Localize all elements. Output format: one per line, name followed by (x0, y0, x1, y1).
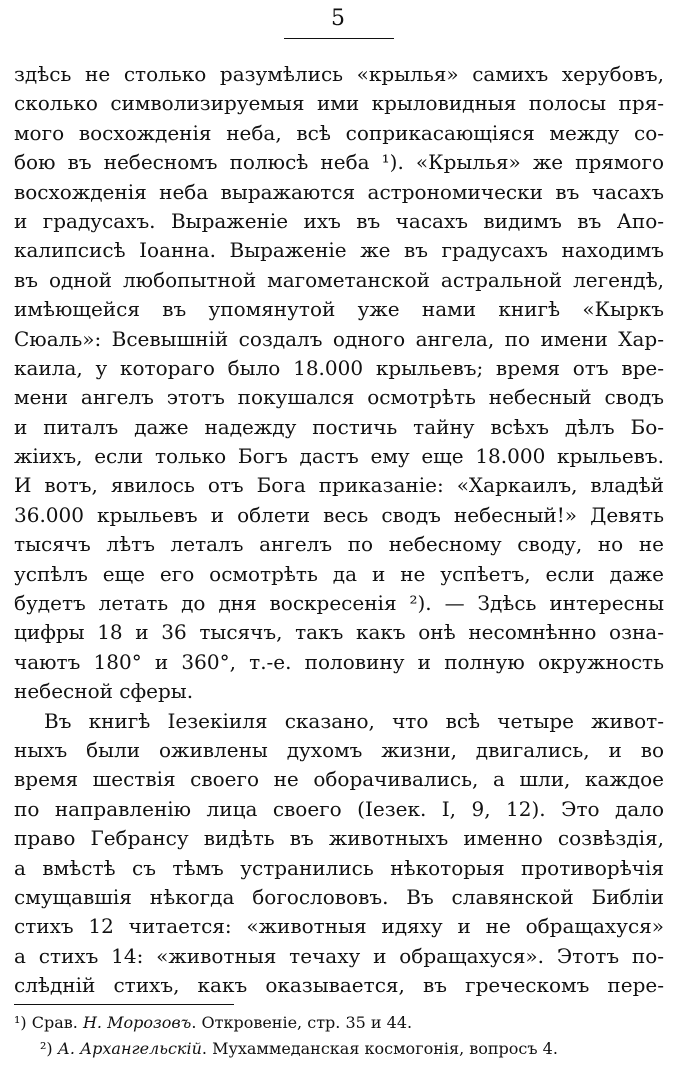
text-line: право Гебрансу видѣть въ животныхъ именно созвѣздія, (14, 826, 664, 851)
footnote-rule (14, 1004, 234, 1005)
text-line: мени ангелъ этотъ покушался осмотрѣть небесный сводъ (14, 385, 664, 410)
text-line: имѣющейся въ упомянутой уже нами книгѣ «Кыркъ (14, 297, 664, 322)
page-header (0, 4, 676, 34)
text-line: цифры 18 и 36 тысячъ, такъ какъ онѣ несомнѣнно озна- (14, 620, 664, 645)
footnote-2-text: . Мухаммеданская космогонія, вопросъ 4. (201, 1039, 558, 1058)
text-line: и градусахъ. Выраженіе ихъ въ часахъ видимъ въ Апо- (14, 208, 664, 233)
text-line: восхожденія неба выражаются астрономически въ часахъ (14, 179, 664, 204)
footnote-1-mark: ¹) (14, 1013, 27, 1032)
text-line: сколько символизируемыя ими крыловидныя полосы пря- (14, 91, 664, 116)
footnote-2 (14, 1036, 664, 1062)
text-line: Въ книгѣ Іезекіиля сказано, что всѣ четыре живот- (44, 708, 664, 733)
text-line: жіихъ, если только Богъ дастъ ему еще 18.000 крыльевъ. (14, 444, 664, 469)
text-line: ныхъ были оживлены духомъ жизни, двигались, и во (14, 737, 664, 762)
text-line: слѣдній стихъ, какъ оказывается, въ греческомъ пере- (14, 973, 664, 998)
text-line: тысячъ лѣтъ леталъ ангелъ по небесному своду, но не (14, 532, 664, 557)
text-line: время шествія своего не оборачивались, а шли, каждое (14, 767, 664, 792)
footnote-1-author: Н. Морозовъ (82, 1013, 192, 1032)
text-line: и питалъ даже надежду постичь тайну всѣхъ дѣлъ Бо- (14, 414, 664, 439)
footnote-2-author: А. Архангельскій (57, 1039, 202, 1058)
text-line: въ одной любопытной магометанской астральной легендѣ, (14, 267, 664, 292)
footnote-1 (14, 1010, 664, 1036)
text-line: 36.000 крыльевъ и облети весь сводъ небесный!» Девять (14, 502, 664, 527)
footnote-1-pre: Срав. (26, 1013, 83, 1032)
footnote-2-mark: ²) (40, 1039, 53, 1058)
text-line: чаютъ 180° и 360°, т.-е. половину и полную окружность (14, 649, 664, 674)
text-line: смущавшія нѣкогда богослововъ. Въ славянской Библіи (14, 884, 664, 909)
text-line: небесной сферы. (14, 679, 194, 704)
footnote-1-text: . Откровеніе, стр. 35 и 44. (191, 1013, 413, 1032)
text-line: а вмѣстѣ съ тѣмъ устранились нѣкоторыя противорѣчія (14, 855, 664, 880)
text-line: каила, у котораго было 18.000 крыльевъ; время отъ вре- (14, 355, 664, 380)
page-number: 5 (331, 6, 345, 31)
text-line: будетъ летать до дня воскресенія ²). — Здѣсь интересны (14, 591, 664, 616)
text-line: мого восхожденія неба, всѣ соприкасающіяся между со- (14, 120, 664, 145)
footnotes (14, 1004, 664, 1062)
text-line: бою въ небесномъ полюсѣ неба ¹). «Крылья» же прямого (14, 150, 664, 175)
header-rule (284, 38, 394, 39)
text-line: а стихъ 14: «животныя течаху и обращахуся». Этотъ по- (14, 943, 664, 968)
text-line: по направленію лица своего (Іезек. I, 9, 12). Это дало (14, 796, 664, 821)
text-line: калипсисѣ Іоанна. Выраженіе же въ градусахъ находимъ (14, 238, 664, 263)
text-line: здѣсь не столько разумѣлись «крылья» самихъ херубовъ, (14, 62, 664, 86)
text-line: успѣлъ еще его осмотрѣть да и не успѣетъ, если даже (14, 561, 664, 586)
text-line: стихъ 12 читается: «животныя идяху и не обращахуся» (14, 914, 664, 939)
text-line: Сюаль»: Всевышній создалъ одного ангела, по имени Хар- (14, 326, 664, 351)
text-line: И вотъ, явилось отъ Бога приказаніе: «Харкаилъ, владѣй (14, 473, 664, 498)
body-text (14, 60, 664, 1001)
